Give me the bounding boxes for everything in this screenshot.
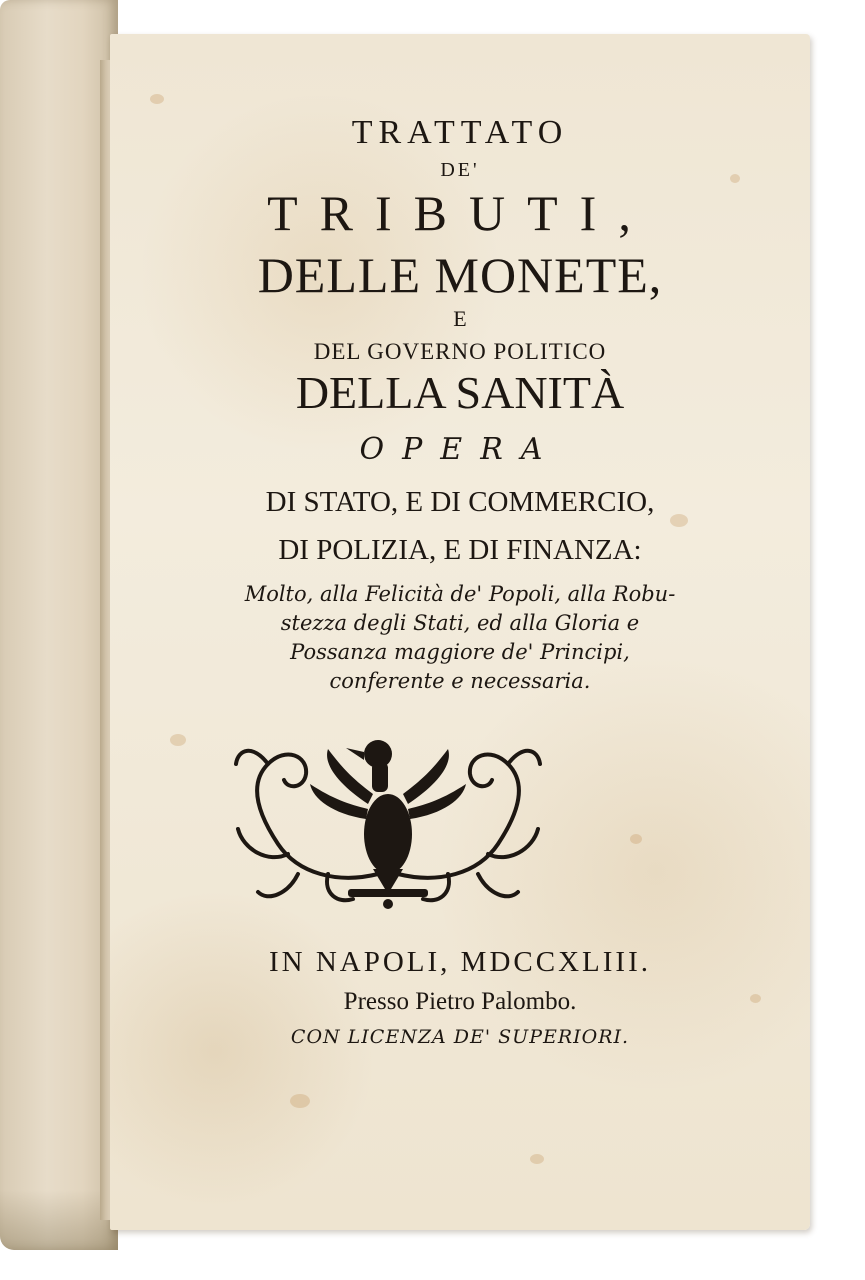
foxing-spot	[630, 834, 642, 844]
title-polizia-finanza: DI POLIZIA, E DI FINANZA:	[278, 534, 642, 566]
subtitle-line: Molto, alla Felicità de' Popoli, alla Robu-	[244, 582, 676, 606]
title-e: E	[453, 306, 467, 331]
title-stato-commercio: DI STATO, E DI COMMERCIO,	[265, 486, 655, 518]
subtitle-line: Possanza maggiore de' Principi,	[290, 640, 630, 664]
subtitle-line: conferente e necessaria.	[329, 669, 591, 693]
eagle-ornament-icon	[228, 724, 548, 909]
imprint-place-date: IN NAPOLI, MDCCXLIII.	[269, 946, 651, 978]
title-delle-monete: DELLE MONETE,	[257, 247, 663, 303]
foxing-spot	[150, 94, 164, 104]
title-della-sanita: DELLA SANITÀ	[295, 367, 625, 418]
imprint-printer: Presso Pietro Palombo.	[343, 988, 577, 1015]
title-opera: OPERA	[359, 432, 561, 467]
title-governo-politico: DEL GOVERNO POLITICO	[313, 339, 607, 364]
title-trattato: TRATTATO	[351, 114, 569, 151]
title-page	[110, 34, 810, 1230]
foxing-spot	[290, 1094, 310, 1108]
imprint-license: CON LICENZA DE' SUPERIORI.	[290, 1026, 630, 1048]
foxing-spot	[170, 734, 186, 746]
subtitle-line: stezza degli Stati, ed alla Gloria e	[280, 611, 640, 635]
title-tributi: TRIBUTI,	[267, 185, 653, 241]
title-de: DE'	[440, 159, 480, 181]
foxing-spot	[530, 1154, 544, 1164]
